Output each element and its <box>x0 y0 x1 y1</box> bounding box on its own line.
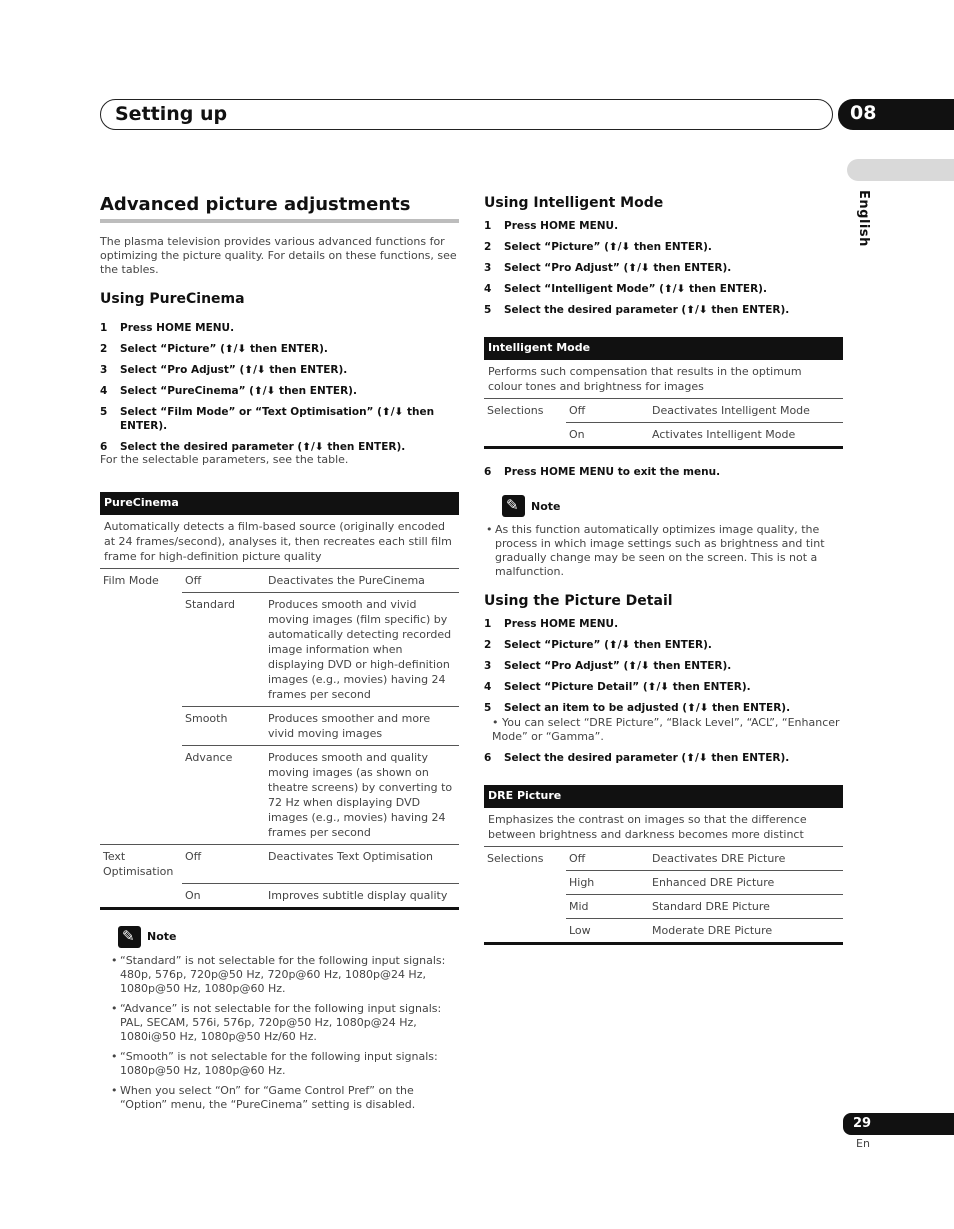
intro-text: The plasma television provides various advanced functions for optimizing the picture quality. For details on these functions, see the tables. <box>100 235 457 276</box>
pencil-icon <box>118 926 141 948</box>
step-note: For the selectable parameters, see the table. <box>100 453 349 466</box>
table-description: Emphasizes the contrast on images so that the difference between brightness and darkness becomes more distinct <box>484 808 843 847</box>
step: 6 Select the desired parameter (⬆/⬇ then ENTER). <box>100 441 406 453</box>
step: 1 Press HOME MENU. <box>484 220 619 232</box>
section-title: Advanced picture adjustments <box>100 194 459 223</box>
language-tab <box>847 159 954 181</box>
note-list <box>484 523 843 579</box>
step: 6 Select the desired parameter (⬆/⬇ then ENTER). <box>484 752 790 764</box>
sub-bullet: • You can select “DRE Picture”, “Black Level”, “ACL”, “Enhancer Mode” or “Gamma”. <box>492 716 840 743</box>
table-row: On Improves subtitle display quality <box>100 883 459 907</box>
table-row: Mid Standard DRE Picture <box>484 895 843 919</box>
table-header: PureCinema <box>100 492 459 515</box>
note-item: • When you select “On” for “Game Control Pref” on the “Option” menu, the “PureCinema” setting is disabled. <box>111 1084 459 1112</box>
table-row: Selections Off Deactivates DRE Picture <box>487 852 786 865</box>
picture-detail-steps <box>484 617 843 715</box>
note-item: • “Standard” is not selectable for the following input signals: 480p, 576p, 720p@50 Hz, 720p@60 Hz, 1080p@24 Hz, 1080p@50 Hz, 1080p@60 Hz. <box>111 954 459 996</box>
table-row: Smooth Produces smoother and more vivid moving images <box>100 707 459 746</box>
intelligent-steps <box>484 219 843 317</box>
table-row: Film Mode Off Deactivates the PureCinema <box>103 574 425 587</box>
note-header: ✎ Note <box>118 926 459 948</box>
page-number-badge <box>843 1113 954 1135</box>
note-list <box>100 954 459 1112</box>
purecinema-heading: Using PureCinema <box>100 291 245 307</box>
header-bar <box>100 99 833 130</box>
step: 3 Select “Pro Adjust” (⬆/⬇ then ENTER). <box>484 262 732 274</box>
table-description: Automatically detects a film-based source (originally encoded at 24 frames/second), analyses it, then recreates each still film frame for high-definition picture quality <box>100 515 459 569</box>
step: 1 Press HOME MENU. <box>100 322 235 334</box>
intelligent-heading: Using Intelligent Mode <box>484 195 664 211</box>
note-item: • As this function automatically optimizes image quality, the process in which image settings such as brightness and tint gradually change may be seen on the screen. This is not a malfunction. <box>486 523 843 579</box>
step: 1 Press HOME MENU. <box>484 618 619 630</box>
note-item: • “Smooth” is not selectable for the following input signals: 1080p@50 Hz, 1080p@60 Hz. <box>111 1050 459 1078</box>
table-row: On Activates Intelligent Mode <box>484 423 843 447</box>
right-column <box>484 195 843 945</box>
picture-detail-step-6 <box>484 751 843 765</box>
table-row: High Enhanced DRE Picture <box>484 871 843 895</box>
dre-picture-table <box>484 785 843 945</box>
pencil-icon <box>502 495 525 517</box>
step: 2 Select “Picture” (⬆/⬇ then ENTER). <box>484 241 712 253</box>
step: 6 Press HOME MENU to exit the menu. <box>484 466 721 478</box>
step: 3 Select “Pro Adjust” (⬆/⬇ then ENTER). <box>100 364 348 376</box>
note-header: ✎ Note <box>502 495 843 517</box>
step: 4 Select “Picture Detail” (⬆/⬇ then ENTER). <box>484 681 751 693</box>
step: 3 Select “Pro Adjust” (⬆/⬇ then ENTER). <box>484 660 732 672</box>
step: 5 Select the desired parameter (⬆/⬇ then ENTER). <box>484 304 790 316</box>
chapter-number: 08 <box>850 102 877 124</box>
purecinema-table <box>100 492 459 910</box>
table-row: Standard Produces smooth and vivid moving images (film specific) by automatically detecting recorded image information when displaying DVD or high-definition images (e.g., movies) having 24 frames per second <box>100 593 459 707</box>
step: 5 Select an item to be adjusted (⬆/⬇ then ENTER). <box>484 702 791 714</box>
language-label: English <box>856 190 871 247</box>
table-row: Selections Off Deactivates Intelligent Mode <box>487 404 810 417</box>
note-item: • “Advance” is not selectable for the following input signals: PAL, SECAM, 576i, 576p, 720p@50 Hz, 1080p@24 Hz, 1080i@50 Hz, 1080p@50 Hz/60 Hz. <box>111 1002 459 1044</box>
intelligent-step-6 <box>484 465 843 479</box>
table-header: DRE Picture <box>484 785 843 808</box>
table-header: Intelligent Mode <box>484 337 843 360</box>
table-description: Performs such compensation that results in the optimum colour tones and brightness for images <box>484 360 843 399</box>
step: 4 Select “PureCinema” (⬆/⬇ then ENTER). <box>100 385 357 397</box>
table-row: Text Optimisation Off Deactivates Text Optimisation <box>100 845 459 884</box>
page-number: 29 <box>853 1116 872 1131</box>
page-language: En <box>856 1137 870 1150</box>
intelligent-table <box>484 337 843 449</box>
page-title: Setting up <box>115 103 228 125</box>
step: 5 Select “Film Mode” or “Text Optimisation” (⬆/⬇ then ENTER). <box>100 406 435 432</box>
left-column <box>100 194 459 1118</box>
table-row: Low Moderate DRE Picture <box>484 919 843 943</box>
step: 2 Select “Picture” (⬆/⬇ then ENTER). <box>100 343 328 355</box>
step: 2 Select “Picture” (⬆/⬇ then ENTER). <box>484 639 712 651</box>
purecinema-steps <box>100 321 459 454</box>
table-row: Advance Produces smooth and quality moving images (as shown on theatre screens) by converting to 72 Hz when displaying DVD images (e.g., movies) having 24 frames per second <box>100 746 459 845</box>
step: 4 Select “Intelligent Mode” (⬆/⬇ then ENTER). <box>484 283 767 295</box>
picture-detail-heading: Using the Picture Detail <box>484 593 673 609</box>
chapter-badge <box>838 99 954 130</box>
